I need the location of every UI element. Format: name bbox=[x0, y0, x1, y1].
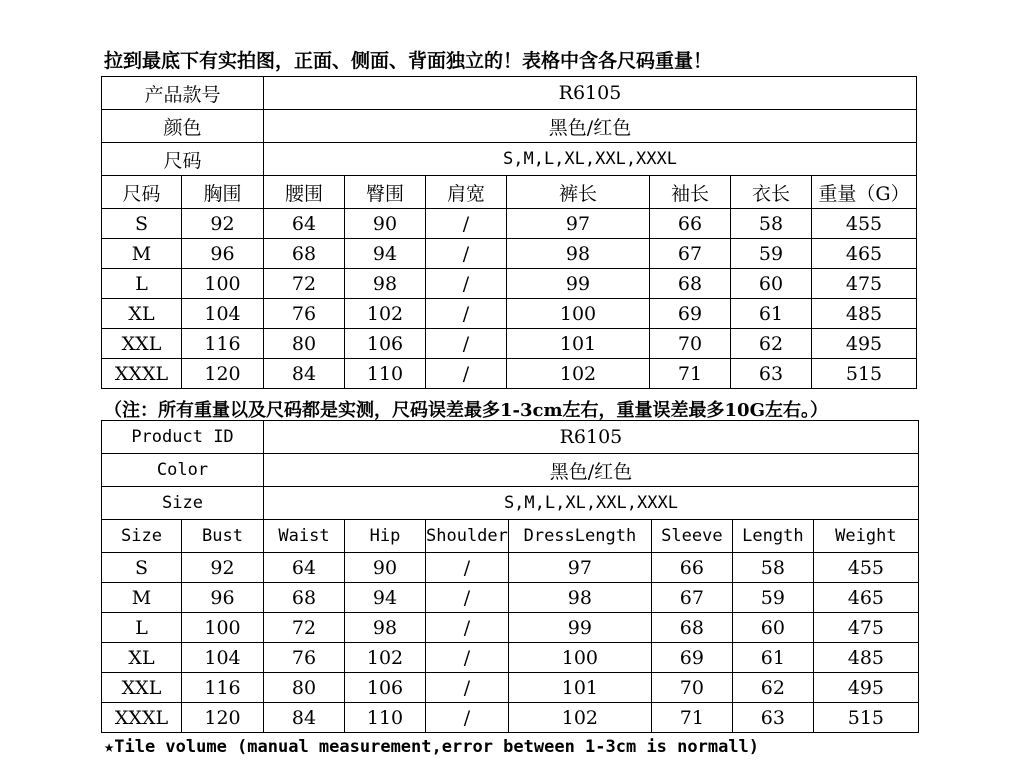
header-cell: Shoulder bbox=[426, 520, 509, 553]
table-cell: XXL bbox=[102, 329, 182, 359]
table-cell: 465 bbox=[813, 583, 918, 613]
table-cell: 102 bbox=[345, 299, 426, 329]
table-cell: 84 bbox=[264, 703, 345, 733]
table-cell: 61 bbox=[731, 299, 812, 329]
table-cell: 66 bbox=[651, 553, 732, 583]
table-cell: 62 bbox=[732, 673, 813, 703]
table-cell: 98 bbox=[345, 613, 426, 643]
table-cell: 94 bbox=[345, 239, 426, 269]
table-row bbox=[102, 583, 919, 613]
table-cell: 99 bbox=[507, 269, 650, 299]
table-cell: M bbox=[102, 583, 182, 613]
table-row bbox=[102, 269, 917, 299]
header-cell: Hip bbox=[345, 520, 426, 553]
header-cell: Sleeve bbox=[651, 520, 732, 553]
table-cell: / bbox=[426, 299, 507, 329]
table-row bbox=[102, 209, 917, 239]
table-cell: 455 bbox=[812, 209, 917, 239]
table-cell: 101 bbox=[507, 329, 650, 359]
product-value: R6105 bbox=[264, 421, 919, 454]
table-cell: / bbox=[426, 359, 507, 389]
color-value: 黑色/红色 bbox=[264, 110, 917, 143]
table-cell: 515 bbox=[813, 703, 918, 733]
table-cell: 100 bbox=[182, 613, 264, 643]
size-table-english bbox=[101, 420, 919, 733]
product-value: R6105 bbox=[264, 77, 917, 110]
table-cell: 59 bbox=[732, 583, 813, 613]
table-cell: 68 bbox=[264, 583, 345, 613]
table-cell: 92 bbox=[182, 209, 264, 239]
size-value: S,M,L,XL,XXL,XXXL bbox=[264, 143, 917, 176]
header-cell: Size bbox=[102, 520, 182, 553]
table-cell: 71 bbox=[651, 703, 732, 733]
product-row bbox=[102, 77, 917, 110]
table-cell: 97 bbox=[508, 553, 651, 583]
table-cell: 66 bbox=[650, 209, 731, 239]
table-cell: 106 bbox=[345, 673, 426, 703]
table-cell: 60 bbox=[732, 613, 813, 643]
table-cell: 80 bbox=[264, 673, 345, 703]
table-cell: 96 bbox=[182, 239, 264, 269]
table-row bbox=[102, 673, 919, 703]
table-cell: 90 bbox=[345, 553, 426, 583]
size-value: S,M,L,XL,XXL,XXXL bbox=[264, 487, 919, 520]
product-label: 产品款号 bbox=[102, 77, 264, 110]
table-cell: / bbox=[426, 703, 509, 733]
table-cell: 485 bbox=[813, 643, 918, 673]
table-cell: / bbox=[426, 583, 509, 613]
table-cell: 68 bbox=[264, 239, 345, 269]
table-cell: 101 bbox=[508, 673, 651, 703]
table-cell: 61 bbox=[732, 643, 813, 673]
table-cell: 96 bbox=[182, 583, 264, 613]
table-cell: 67 bbox=[651, 583, 732, 613]
header-cell: 衣长 bbox=[731, 176, 812, 209]
table-cell: S bbox=[102, 209, 182, 239]
table-cell: 98 bbox=[507, 239, 650, 269]
table-cell: XL bbox=[102, 299, 182, 329]
header-row bbox=[102, 176, 917, 209]
header-cell: 肩宽 bbox=[426, 176, 507, 209]
table-cell: XL bbox=[102, 643, 182, 673]
color-row bbox=[102, 454, 919, 487]
table-cell: 58 bbox=[731, 209, 812, 239]
table-cell: 58 bbox=[732, 553, 813, 583]
table-cell: 72 bbox=[264, 269, 345, 299]
color-row bbox=[102, 110, 917, 143]
size-label: Size bbox=[102, 487, 264, 520]
table-cell: 485 bbox=[812, 299, 917, 329]
table-cell: 116 bbox=[182, 673, 264, 703]
table-cell: 515 bbox=[812, 359, 917, 389]
size-row bbox=[102, 143, 917, 176]
table-cell: 104 bbox=[182, 299, 264, 329]
table-cell: L bbox=[102, 613, 182, 643]
table-cell: 62 bbox=[731, 329, 812, 359]
table-row bbox=[102, 613, 919, 643]
table-cell: 120 bbox=[182, 359, 264, 389]
table-cell: 64 bbox=[264, 553, 345, 583]
table-row bbox=[102, 359, 917, 389]
table-cell: 100 bbox=[508, 643, 651, 673]
table-cell: 110 bbox=[345, 359, 426, 389]
table-cell: / bbox=[426, 269, 507, 299]
table-cell: / bbox=[426, 673, 509, 703]
size-table-chinese bbox=[101, 76, 917, 389]
header-cell: 袖长 bbox=[650, 176, 731, 209]
table-row bbox=[102, 553, 919, 583]
table-cell: 76 bbox=[264, 299, 345, 329]
table-cell: 70 bbox=[651, 673, 732, 703]
table-cell: 84 bbox=[264, 359, 345, 389]
header-cell: 腰围 bbox=[264, 176, 345, 209]
table-cell: 60 bbox=[731, 269, 812, 299]
table-cell: 475 bbox=[813, 613, 918, 643]
table-cell: 67 bbox=[650, 239, 731, 269]
table-cell: XXXL bbox=[102, 703, 182, 733]
product-label: Product ID bbox=[102, 421, 264, 454]
table-cell: 495 bbox=[813, 673, 918, 703]
table-row bbox=[102, 239, 917, 269]
table-row bbox=[102, 299, 917, 329]
table-cell: 63 bbox=[732, 703, 813, 733]
table-cell: 59 bbox=[731, 239, 812, 269]
table-cell: L bbox=[102, 269, 182, 299]
table-cell: S bbox=[102, 553, 182, 583]
header-cell: 胸围 bbox=[182, 176, 264, 209]
table-cell: 100 bbox=[507, 299, 650, 329]
table-cell: 100 bbox=[182, 269, 264, 299]
table-cell: 64 bbox=[264, 209, 345, 239]
table-cell: 102 bbox=[345, 643, 426, 673]
table-cell: 455 bbox=[813, 553, 918, 583]
table-cell: 116 bbox=[182, 329, 264, 359]
header-cell: DressLength bbox=[508, 520, 651, 553]
table-cell: 475 bbox=[812, 269, 917, 299]
header-cell: Weight bbox=[813, 520, 918, 553]
table-cell: 98 bbox=[345, 269, 426, 299]
table-cell: 465 bbox=[812, 239, 917, 269]
table-cell: / bbox=[426, 553, 509, 583]
size-rows bbox=[102, 553, 919, 733]
table-cell: / bbox=[426, 239, 507, 269]
table-cell: 92 bbox=[182, 553, 264, 583]
table-cell: / bbox=[426, 643, 509, 673]
table-cell: 80 bbox=[264, 329, 345, 359]
color-label: 颜色 bbox=[102, 110, 264, 143]
table-row bbox=[102, 703, 919, 733]
table-cell: 97 bbox=[507, 209, 650, 239]
table-cell: M bbox=[102, 239, 182, 269]
size-row bbox=[102, 487, 919, 520]
table-cell: XXL bbox=[102, 673, 182, 703]
table-cell: 71 bbox=[650, 359, 731, 389]
header-cell: Waist bbox=[264, 520, 345, 553]
table-cell: 70 bbox=[650, 329, 731, 359]
header-cell: 臀围 bbox=[345, 176, 426, 209]
table-cell: 99 bbox=[508, 613, 651, 643]
header-cell: 裤长 bbox=[507, 176, 650, 209]
product-row bbox=[102, 421, 919, 454]
table-cell: 102 bbox=[507, 359, 650, 389]
table-cell: / bbox=[426, 209, 507, 239]
table-cell: 98 bbox=[508, 583, 651, 613]
table-cell: 495 bbox=[812, 329, 917, 359]
table-cell: 110 bbox=[345, 703, 426, 733]
size-rows bbox=[102, 209, 917, 389]
color-value: 黑色/红色 bbox=[264, 454, 919, 487]
table-cell: 68 bbox=[651, 613, 732, 643]
table-cell: 63 bbox=[731, 359, 812, 389]
table-row bbox=[102, 643, 919, 673]
tile-volume-note: ★Tile volume (manual measurement,error between 1-3cm is normall) bbox=[104, 737, 760, 757]
table-cell: 94 bbox=[345, 583, 426, 613]
header-row bbox=[102, 520, 919, 553]
table-cell: 106 bbox=[345, 329, 426, 359]
table-cell: / bbox=[426, 613, 509, 643]
header-cell: 尺码 bbox=[102, 176, 182, 209]
table-cell: 69 bbox=[650, 299, 731, 329]
table-cell: 68 bbox=[650, 269, 731, 299]
table-cell: 90 bbox=[345, 209, 426, 239]
table-cell: 69 bbox=[651, 643, 732, 673]
table-cell: 76 bbox=[264, 643, 345, 673]
header-cell: 重量（G） bbox=[812, 176, 917, 209]
table-cell: 120 bbox=[182, 703, 264, 733]
table-cell: / bbox=[426, 329, 507, 359]
top-note: 拉到最底下有实拍图，正面、侧面、背面独立的！表格中含各尺码重量！ bbox=[104, 50, 713, 72]
table-cell: 72 bbox=[264, 613, 345, 643]
header-cell: Bust bbox=[182, 520, 264, 553]
color-label: Color bbox=[102, 454, 264, 487]
table-row bbox=[102, 329, 917, 359]
table-cell: XXXL bbox=[102, 359, 182, 389]
table-cell: 102 bbox=[508, 703, 651, 733]
measurement-note: （注：所有重量以及尺码都是实测，尺码误差最多1-3cm左右，重量误差最多10G左右。） bbox=[104, 400, 828, 421]
table-cell: 104 bbox=[182, 643, 264, 673]
size-label: 尺码 bbox=[102, 143, 264, 176]
header-cell: Length bbox=[732, 520, 813, 553]
